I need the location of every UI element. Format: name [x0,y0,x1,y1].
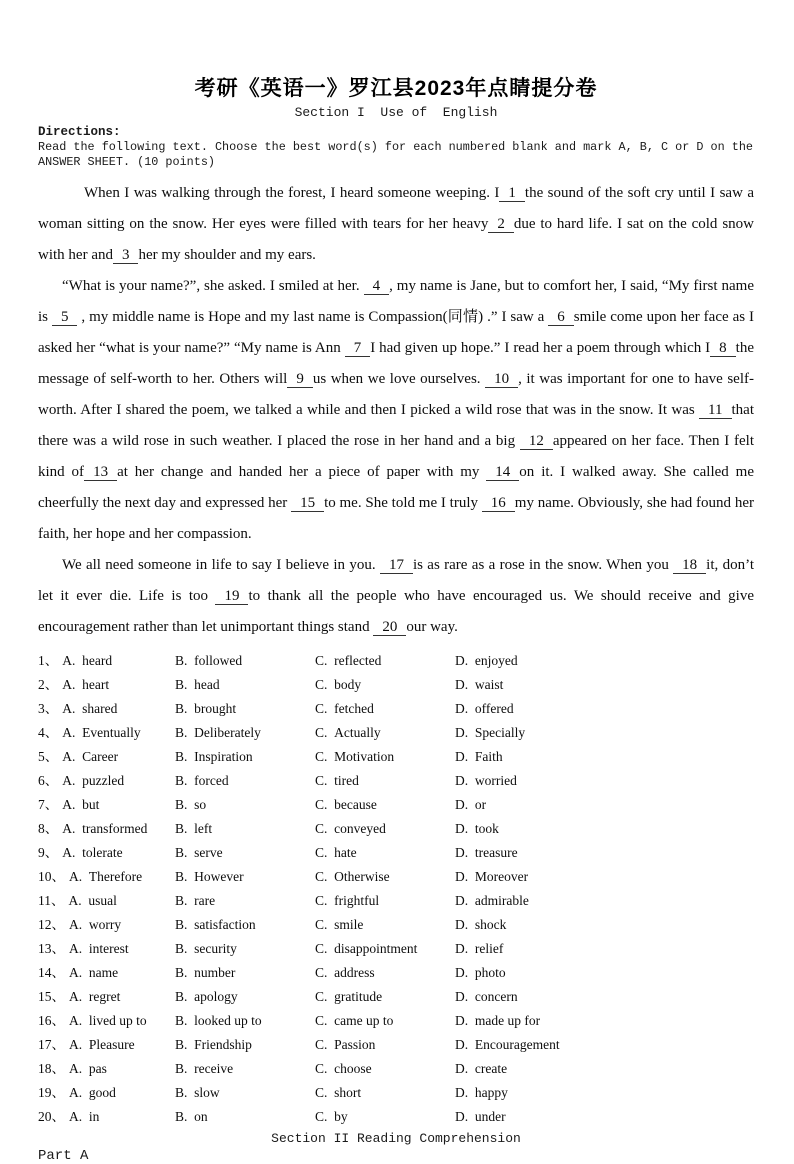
option-b: B. number [175,965,236,980]
option-c: C. Otherwise [315,869,390,884]
question-number: 14、 [38,965,65,980]
question-row [38,721,754,745]
option-c: C. reflected [315,653,382,668]
option-a: A. Therefore [69,869,143,884]
question-number: 12、 [38,917,65,932]
question-number: 8、 [38,821,59,836]
option-d: D. photo [455,965,506,980]
option-d: D. Faith [455,749,503,764]
option-b: B. However [175,869,244,884]
option-a: A. pas [69,1061,107,1076]
cloze-blank-3: 3 [113,247,139,264]
question-number: 6、 [38,773,59,788]
question-row [38,1081,754,1105]
question-list [38,649,754,1129]
option-a: A. but [62,797,100,812]
option-a: A. in [69,1109,100,1124]
option-b: B. slow [175,1085,220,1100]
option-c: C. Motivation [315,749,395,764]
option-b: B. satisfaction [175,917,256,932]
directions-block [38,125,754,170]
question-cell-a [38,1033,175,1057]
question-row [38,961,754,985]
question-cell-a [38,1057,175,1081]
question-row [38,1057,754,1081]
option-a: A. tolerate [62,845,123,860]
option-d: D. shock [455,917,507,932]
question-row [38,793,754,817]
option-c: C. short [315,1085,362,1100]
option-b: B. Friendship [175,1037,252,1052]
option-d: D. worried [455,773,517,788]
question-row [38,817,754,841]
option-b: B. receive [175,1061,234,1076]
part-a-label: Part A [38,1148,89,1164]
option-c: C. smile [315,917,364,932]
question-cell-a [38,1081,175,1105]
option-c: C. Actually [315,725,381,740]
section1-heading: Section I Use of English [294,105,498,120]
passage-paragraph: We all need someone in life to say I believe in you. 17 is as rare as a rose in the snow. When you 18 it, don’t let it ever die. Life is too 19 to thank all the people who have encouraged us. We should receive and give encouragement rather than let unimportant things stand 20 our way. [38,557,754,635]
cloze-blank-4: 4 [364,278,390,295]
directions-label: Directions: [38,125,121,139]
option-b: B. security [175,941,237,956]
question-cell-a [38,673,175,697]
question-row [38,841,754,865]
cloze-blank-7: 7 [345,340,371,357]
option-c: C. gratitude [315,989,383,1004]
question-cell-a [38,649,175,673]
question-number: 20、 [38,1109,65,1124]
option-d: D. waist [455,677,504,692]
question-row [38,1105,754,1129]
option-c: C. disappointment [315,941,418,956]
cloze-blank-16: 16 [482,495,515,512]
question-cell-a [38,769,175,793]
option-c: C. Passion [315,1037,376,1052]
option-a: A. usual [68,893,117,908]
option-c: C. body [315,677,362,692]
option-a: A. transformed [62,821,148,836]
question-number: 19、 [38,1085,65,1100]
section2-heading: Section II Reading Comprehension [271,1131,521,1146]
question-cell-a [38,793,175,817]
option-b: B. Deliberately [175,725,261,740]
question-cell-a [38,937,175,961]
question-number: 17、 [38,1037,65,1052]
cloze-blank-11: 11 [699,402,731,419]
option-a: A. interest [69,941,129,956]
option-d: D. Specially [455,725,526,740]
option-c: C. frightful [315,893,380,908]
question-cell-a [38,961,175,985]
option-a: A. lived up to [69,1013,147,1028]
option-b: B. on [175,1109,208,1124]
question-row [38,1009,754,1033]
option-c: C. conveyed [315,821,386,836]
passage-paragraph: When I was walking through the forest, I heard someone weeping. I 1 the sound of the soft cry until I saw a woman sitting on the snow. Her eyes were filled with tears for her heavy 2 due to hard life. I sat on the cold snow with her and 3 her my shoulder and my ears. [38,185,754,263]
question-number: 4、 [38,725,59,740]
cloze-blank-18: 18 [673,557,706,574]
question-row [38,865,754,889]
option-d: D. under [455,1109,506,1124]
cloze-blank-8: 8 [710,340,736,357]
question-cell-a [38,721,175,745]
option-d: D. create [455,1061,508,1076]
question-row [38,985,754,1009]
cloze-blank-13: 13 [84,464,117,481]
option-b: B. so [175,797,207,812]
option-c: C. choose [315,1061,372,1076]
option-a: A. worry [69,917,122,932]
cloze-blank-19: 19 [215,588,248,605]
cloze-blank-1: 1 [499,185,525,202]
option-b: B. apology [175,989,238,1004]
option-d: D. offered [455,701,514,716]
question-cell-a [38,1105,175,1129]
question-number: 2、 [38,677,59,692]
directions-text: Read the following text. Choose the best word(s) for each numbered blank and mark A, B, C or D on the ANSWER SHEET. (10 points) [38,140,754,169]
cloze-blank-14: 14 [486,464,519,481]
question-row [38,769,754,793]
option-b: B. brought [175,701,237,716]
option-c: C. because [315,797,377,812]
option-c: C. fetched [315,701,374,716]
option-d: D. or [455,797,487,812]
option-a: A. Pleasure [69,1037,135,1052]
question-number: 7、 [38,797,59,812]
option-d: D. concern [455,989,518,1004]
cloze-blank-12: 12 [520,433,553,450]
option-d: D. enjoyed [455,653,518,668]
cloze-blank-10: 10 [485,371,518,388]
option-a: A. shared [62,701,118,716]
question-row [38,649,754,673]
option-d: D. happy [455,1085,508,1100]
option-a: A. heart [62,677,110,692]
exam-title: 考研《英语一》罗江县2023年点睛提分卷 [194,77,598,100]
option-b: B. head [175,677,220,692]
question-number: 13、 [38,941,65,956]
question-cell-a [38,745,175,769]
question-number: 15、 [38,989,65,1004]
question-number: 10、 [38,869,65,884]
question-cell-a [38,913,175,937]
option-d: D. took [455,821,499,836]
cloze-blank-17: 17 [380,557,413,574]
option-b: B. left [175,821,213,836]
question-number: 3、 [38,701,59,716]
question-row [38,745,754,769]
option-a: A. Eventually [62,725,141,740]
question-cell-a [38,697,175,721]
option-c: C. by [315,1109,348,1124]
option-b: B. looked up to [175,1013,262,1028]
question-row [38,1033,754,1057]
question-cell-a [38,889,175,913]
option-a: A. puzzled [62,773,125,788]
cloze-blank-9: 9 [287,371,313,388]
option-c: C. address [315,965,375,980]
option-d: D. relief [455,941,504,956]
option-d: D. treasure [455,845,518,860]
question-cell-a [38,817,175,841]
question-number: 16、 [38,1013,65,1028]
question-number: 9、 [38,845,59,860]
cloze-blank-5: 5 [52,309,78,326]
question-cell-a [38,865,175,889]
option-a: A. Career [62,749,119,764]
question-number: 5、 [38,749,59,764]
option-b: B. rare [175,893,216,908]
question-cell-a [38,1009,175,1033]
question-row [38,889,754,913]
question-row [38,673,754,697]
question-number: 11、 [38,893,65,908]
option-a: A. name [69,965,119,980]
option-d: D. Encouragement [455,1037,560,1052]
option-d: D. Moreover [455,869,529,884]
option-b: B. Inspiration [175,749,253,764]
question-number: 18、 [38,1061,65,1076]
option-a: A. heard [62,653,113,668]
option-c: C. tired [315,773,359,788]
option-b: B. followed [175,653,243,668]
question-row [38,697,754,721]
cloze-blank-15: 15 [291,495,324,512]
option-b: B. forced [175,773,229,788]
cloze-blank-6: 6 [548,309,574,326]
question-cell-a [38,985,175,1009]
question-row [38,937,754,961]
option-a: A. regret [69,989,121,1004]
question-cell-a [38,841,175,865]
question-row [38,913,754,937]
option-d: D. admirable [455,893,529,908]
option-c: C. came up to [315,1013,394,1028]
option-a: A. good [69,1085,116,1100]
passage-paragraph: “What is your name?”, she asked. I smiled at her. 4 , my name is Jane, but to comfort her, I said, “My first name is 5 , my middle name is Hope and my last name is Compassion(同情) .” I saw a 6 smile come upon her face as I asked her “what is your name?” “My name is Ann 7 I had given up hope.” I read her a poem through which I 8 the message of self-worth to her. Others will 9 us when we love ourselves. 10 , it was important for one to have self- worth. After I shared the poem, we talked a while and then I picked a wild rose that was in the snow. It was 11 that there was a wild rose in such weather. I placed the rose in her hand and a big 12 appeared on her face. Then I felt kind of 13 at her change and handed her a piece of paper with my 14 on it. I walked away. She called me cheerfully the next day and expressed her 15 to me. She told me I truly 16 my name. Obviously, she had found her faith, her hope and her compassion. [38,278,754,542]
cloze-blank-20: 20 [373,619,406,636]
option-c: C. hate [315,845,357,860]
option-d: D. made up for [455,1013,541,1028]
question-number: 1、 [38,653,59,668]
cloze-passage [38,178,754,643]
cloze-blank-2: 2 [488,216,514,233]
option-b: B. serve [175,845,223,860]
